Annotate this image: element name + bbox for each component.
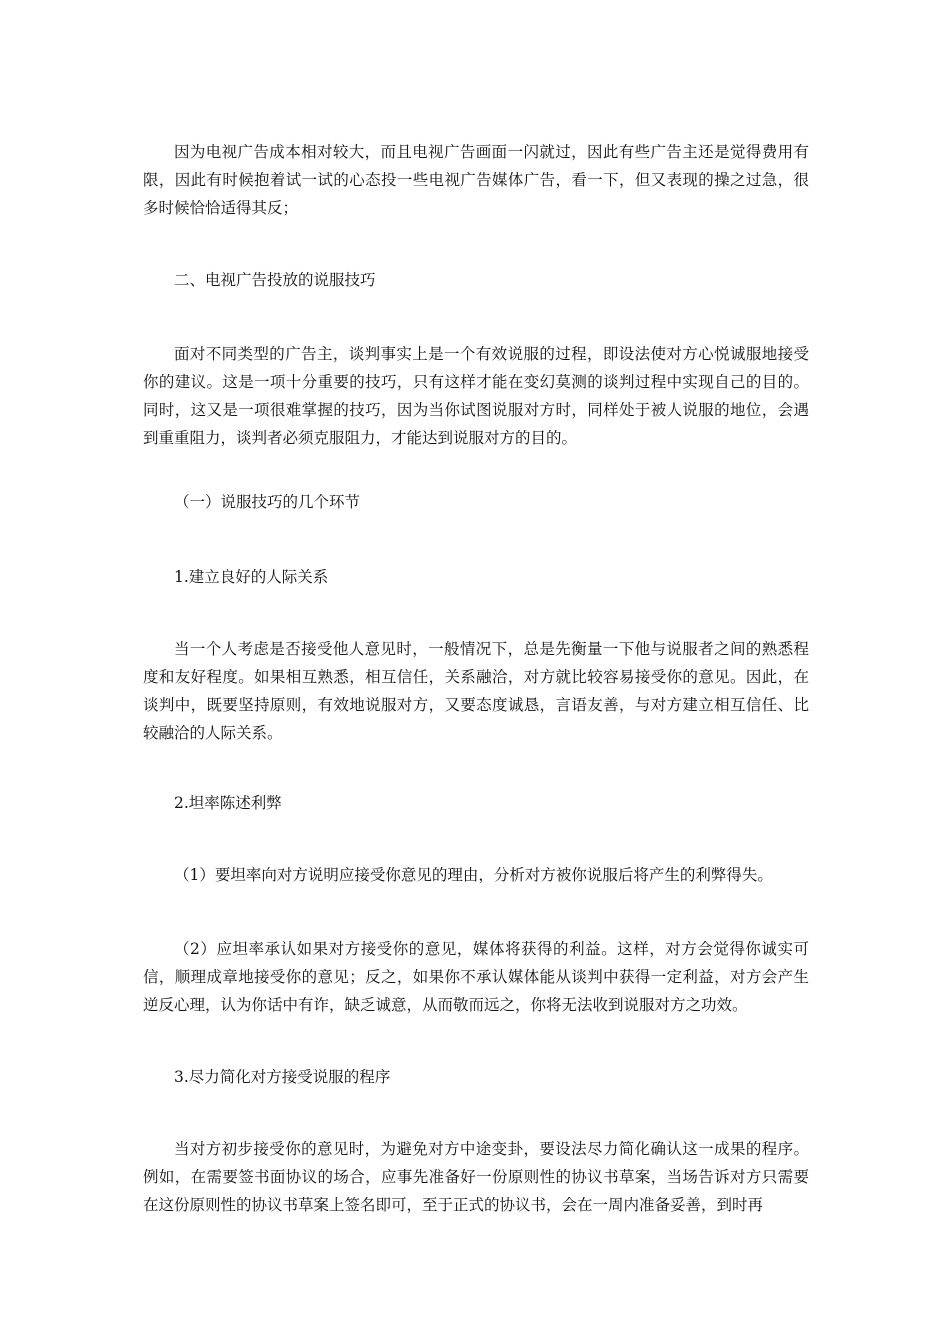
paragraph-pros-cons-2: （2）应坦率承认如果对方接受你的意见，媒体将获得的利益。这样，对方会觉得你诚实可信，顺理成章地接受你的意见；反之，如果你不承认媒体能从谈判中获得一定利益，对方会产生逆反心理，认为你话中有诈，缺乏诚意，从而敬而远之，你将无法收到说服对方之功效。: [143, 940, 809, 1014]
paragraph-simplify: 当对方初步接受你的意见时，为避免对方中途变卦，要设法尽力简化确认这一成果的程序。例如，在需要签书面协议的场合，应事先准备好一份原则性的协议书草案，当场告诉对方只需要在这份原则性的协议书草案上签名即可，至于正式的协议书，会在一周内准备妥善，到时再: [143, 1140, 809, 1214]
paragraph-ad-cost: 因为电视广告成本相对较大，而且电视广告画面一闪就过，因此有些广告主还是觉得费用有限，因此有时候抱着试一试的心态投一些电视广告媒体广告，看一下，但又表现的操之过急，很多时候恰恰适得其反；: [143, 143, 809, 217]
paragraph-relationship: 当一个人考虑是否接受他人意见时，一般情况下，总是先衡量一下他与说服者之间的熟悉程度和友好程度。如果相互熟悉，相互信任，关系融洽，对方就比较容易接受你的意见。因此，在谈判中，既要坚持原则，有效地说服对方，又要态度诚恳，言语友善，与对方建立相互信任、比较融洽的人际关系。: [143, 640, 809, 742]
section-heading-persuasion: 二、电视广告投放的说服技巧: [174, 271, 376, 289]
item-heading-simplify: 3.尽力简化对方接受说服的程序: [174, 1068, 391, 1086]
item-heading-pros-cons: 2.坦率陈述利弊: [174, 794, 282, 812]
subsection-heading-steps: （一）说服技巧的几个环节: [174, 493, 361, 511]
item-heading-relationship: 1.建立良好的人际关系: [174, 568, 329, 586]
paragraph-negotiation: 面对不同类型的广告主，谈判事实上是一个有效说服的过程，即设法使对方心悦诚服地接受你的建议。这是一项十分重要的技巧，只有这样才能在变幻莫测的谈判过程中实现自己的目的。同时，这又是一项很难掌握的技巧，因为当你试图说服对方时，同样处于被人说服的地位，会遇到重重阻力，谈判者必须克服阻力，才能达到说服对方的目的。: [143, 345, 809, 447]
paragraph-pros-cons-1: （1）要坦率向对方说明应接受你意见的理由，分析对方被你说服后将产生的利弊得失。: [174, 866, 773, 884]
